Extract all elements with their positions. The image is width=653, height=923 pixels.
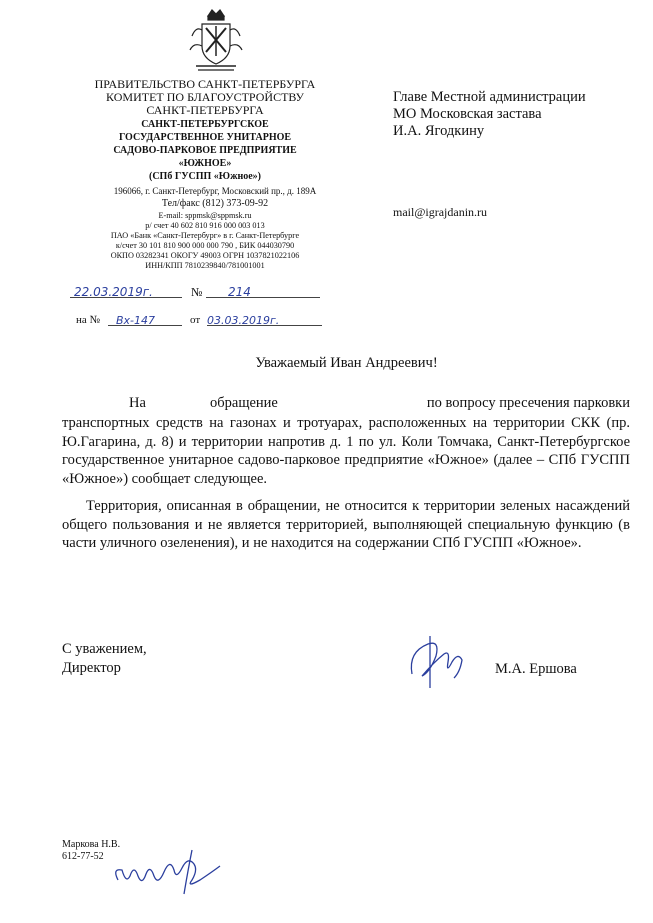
addressee-email: mail@igrajdanin.ru — [393, 205, 488, 219]
director-signature — [400, 632, 480, 692]
header-org-line1: САНКТ-ПЕТЕРБУРГСКОЕ — [141, 119, 269, 130]
header-phone: Тел/факс (812) 373-09-92 — [161, 198, 269, 209]
header-codes: ОКПО 03282341 ОКОГУ 49003 ОГРН 1037821022106 — [110, 251, 300, 260]
outgoing-number: 214 — [228, 285, 251, 299]
signer-position: Директор — [62, 660, 121, 676]
body-p1-word: обращение — [210, 395, 278, 411]
header-org-short: (СПб ГУСПП «Южное») — [149, 171, 261, 182]
salutation: Уважаемый Иван Андреевич! — [255, 355, 438, 371]
header-address: 196066, г. Санкт-Петербург, Московский пр., д. 189А — [113, 186, 317, 196]
reference-from-label: от — [190, 314, 201, 326]
header-committee: КОМИТЕТ ПО БЛАГОУСТРОЙСТВУ — [106, 90, 304, 104]
executor-phone: 612-77-52 — [62, 851, 104, 862]
body-p1-first-line — [62, 395, 630, 414]
addressee-line1: Главе Местной администрации — [393, 89, 586, 105]
reference-number-line — [108, 311, 182, 326]
header-org-line3: САДОВО-ПАРКОВОЕ ПРЕДПРИЯТИЕ — [113, 145, 297, 156]
header-org-line4: «ЮЖНОЕ» — [178, 158, 232, 169]
header-corr-account: к/счет 30 101 810 900 000 000 790 , БИК 044030790 — [115, 241, 295, 250]
reference-number: Вх-147 — [116, 314, 156, 327]
header-email: E-mail: sppmsk@sppmsk.ru — [158, 211, 252, 220]
reference-label: на № — [76, 314, 101, 326]
outgoing-number-label: № — [191, 285, 203, 299]
addressee-line2: МО Московская застава — [393, 106, 542, 122]
signer-name: М.А. Ершова — [495, 661, 577, 677]
body-p2 — [62, 497, 630, 553]
body-p1-start: На — [129, 395, 146, 411]
executor-name: Маркова Н.В. — [62, 839, 121, 850]
header-bank: ПАО «Банк «Санкт-Петербург» в г. Санкт-Петербурге — [110, 231, 300, 240]
outgoing-date-line — [70, 283, 182, 298]
outgoing-date: 22.03.2019г. — [74, 285, 153, 299]
closing-phrase: С уважением, — [62, 641, 147, 657]
body-p1-rest — [62, 414, 630, 489]
executor-signature — [108, 840, 228, 900]
header-city: САНКТ-ПЕТЕРБУРГА — [146, 103, 264, 117]
header-account: р/ счет 40 602 810 916 000 003 013 — [145, 221, 265, 230]
reference-date: 03.03.2019г. — [207, 314, 280, 327]
body-p1-text: транспортных средств на газонах и тротуарах, расположенных на территории СКК (пр. Ю.Гагарина, д. 8) и территории напротив д. 1 по ул. Коли Томчака, Санкт-Петербургское государственное унитарное садово-парковое предприятие «Южное» (далее – СПб ГУСПП «Южное») сообщает следующее. — [62, 415, 630, 488]
addressee-line3: И.А. Ягодкину — [393, 123, 485, 139]
coat-of-arms-emblem — [188, 6, 244, 74]
header-org-line2: ГОСУДАРСТВЕННОЕ УНИТАРНОЕ — [118, 132, 292, 143]
reference-date-line — [207, 311, 322, 326]
outgoing-number-line — [206, 283, 320, 298]
body-p2-text: Территория, описанная в обращении, не относится к территории зеленых насаждений общего пользования и не является территорией, выполняющей специальную функцию (в части уличного озеленения), и не находится на содержании СПб ГУСПП «Южное». — [62, 498, 630, 552]
header-inn: ИНН/КПП 7810239840/781001001 — [145, 261, 265, 270]
body-p1-after: по вопросу пресечения парковки — [426, 395, 630, 411]
header-government: ПРАВИТЕЛЬСТВО САНКТ-ПЕТЕРБУРГА — [94, 77, 316, 91]
